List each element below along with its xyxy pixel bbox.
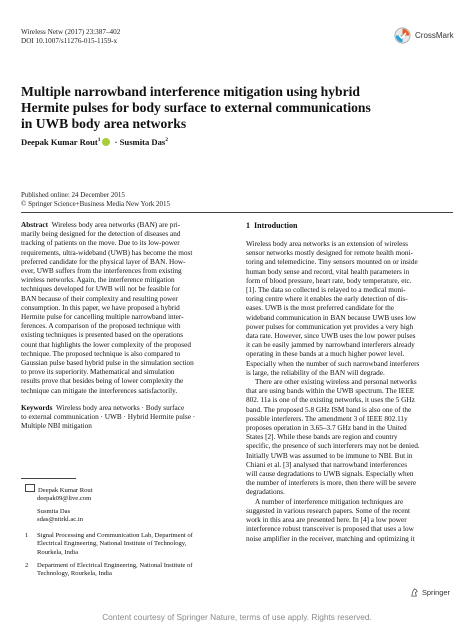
keywords-label: Keywords bbox=[21, 403, 53, 412]
title-line: Multiple narrowband interference mitigation using hybrid bbox=[21, 84, 360, 99]
body-line: band. The proposed 5.8 GHz ISM band is also one of the bbox=[246, 405, 412, 414]
abstract-line: technique can mitigate the interferences satisfactorily. bbox=[21, 386, 178, 395]
published-date: Published online: 24 December 2015 bbox=[21, 191, 125, 199]
body-line: proposes operation in 3.65–3.7 GHz band in the United bbox=[246, 424, 407, 433]
author-name[interactable]: Deepak Kumar Rout bbox=[21, 137, 98, 147]
body-line: Initially UWB was assumed to be immune to NBI. But in bbox=[246, 451, 413, 460]
page-footer: Content courtesy of Springer Nature, terms of use apply. Rights reserved. bbox=[102, 612, 372, 622]
crossmark-badge[interactable] bbox=[394, 27, 454, 44]
abstract-line: to prove its superiority. Mathematical and simulation bbox=[21, 368, 175, 377]
contact-email[interactable]: sdas@nitrkl.ac.in bbox=[37, 515, 83, 523]
orcid-icon[interactable] bbox=[102, 138, 110, 146]
abstract-line: count that highlights the lower complexity of the proposed bbox=[21, 340, 191, 349]
paper-title bbox=[21, 84, 461, 131]
contact-block bbox=[25, 484, 231, 524]
body-line: work in this area are presented here. In [4] a low power bbox=[246, 516, 407, 525]
body-line: suggested in various research papers. Some of the recent bbox=[246, 506, 411, 515]
abstract-line: technique. The proposed technique is also compared to bbox=[21, 349, 181, 358]
author-separator: · bbox=[112, 137, 120, 147]
body-line: sensor networks mostly designed for remote health moni- bbox=[246, 249, 413, 258]
crossmark-label: CrossMark bbox=[415, 31, 454, 40]
body-line: Wireless body area networks is an extension of wireless bbox=[246, 240, 408, 248]
body-line: it can be easily jammed by narrowband interferers already bbox=[246, 341, 415, 350]
crossmark-icon bbox=[394, 27, 411, 44]
body-line: noise amplifier in the receiver, matching and optimizing it bbox=[246, 534, 415, 543]
abstract-line: BAN because of their complexity and resulting power bbox=[21, 294, 178, 303]
abstract-line: Abstract Wireless body area networks (BAN) are pri- bbox=[21, 221, 181, 229]
contact-email[interactable]: deepak09@live.com bbox=[37, 495, 92, 503]
abstract-line: preferred candidate for the physical layer of BAN. How- bbox=[21, 257, 186, 266]
body-line: There are other existing wireless and personal networks bbox=[255, 378, 417, 387]
abstract-line: consumption. In this paper, we have proposed a hybrid bbox=[21, 303, 180, 312]
abstract-label: Abstract bbox=[21, 221, 48, 229]
affiliation-line: Technology, Rourkela, India bbox=[37, 570, 112, 578]
contact-name: Susmita Das bbox=[37, 507, 71, 515]
author-affiliation-sup: 2 bbox=[165, 137, 168, 144]
body-line: interference robust transceiver is proposed that uses a low bbox=[246, 525, 414, 534]
author-list bbox=[21, 137, 168, 147]
keywords-line: to external communication · UWB · Hybrid Hermite pulse · bbox=[21, 413, 196, 422]
introduction-body bbox=[246, 240, 453, 544]
section-divider bbox=[21, 212, 453, 213]
affiliation-item bbox=[25, 562, 230, 579]
affiliation-line: Department of Electrical Engineering, National Institute of bbox=[37, 561, 193, 569]
abstract-line: techniques developed for UWB will not be feasible for bbox=[21, 285, 181, 294]
body-line: wideband communication in BAN because UWB uses low bbox=[246, 313, 417, 322]
abstract-line: existing techniques is presented based on the operations bbox=[21, 331, 184, 340]
body-line: Chiani et al. [3] analysed that narrowband interferences bbox=[246, 460, 408, 469]
doi[interactable]: DOI 10.1007/s11276-015-1159-x bbox=[21, 37, 118, 45]
journal-citation: Wireless Netw (2017) 23:387–402 bbox=[21, 28, 121, 36]
body-line: will cause degradations to UWB signals. Especially when bbox=[246, 470, 414, 479]
springer-label: Springer bbox=[422, 588, 450, 597]
abstract-line: ferences. A comparison of the proposed technique with bbox=[21, 322, 181, 331]
affiliation-number: 1 bbox=[25, 532, 29, 539]
body-line: power pulses for communication yet provides a very high bbox=[246, 322, 414, 331]
keywords-line: Keywords Wireless body area networks · Body surface bbox=[21, 403, 185, 412]
abstract-line: tracking of patients on the move. Due to its low-power bbox=[21, 239, 180, 248]
body-line: that are using bands within the UWB spectrum. The IEEE bbox=[246, 387, 415, 396]
body-line: 802. 11a is one of the existing networks, it uses the 5 GHz bbox=[246, 396, 415, 405]
abstract-line: ever, UWB suffers from the interferences from existing bbox=[21, 267, 182, 276]
body-line: eases. UWB is the most preferred candidate for the bbox=[246, 304, 394, 313]
body-line: [1]. The data so collected is relayed to a medical moni- bbox=[246, 286, 406, 295]
abstract-line: Gaussian pulse based hybrid pulse in the simulation section bbox=[21, 359, 194, 368]
copyright: © Springer Science+Business Media New York 2015 bbox=[21, 200, 171, 208]
body-line: degradations. bbox=[246, 488, 285, 497]
body-line: is large, the reliability of the BAN will degrade. bbox=[246, 368, 385, 377]
affiliation-item bbox=[25, 532, 230, 557]
body-line: Especially when the number of such narrowband interferers bbox=[246, 359, 420, 368]
body-line: toring centre where it enables the early detection of dis- bbox=[246, 295, 408, 304]
footnote-divider bbox=[21, 478, 76, 479]
body-line: data rate. However, since UWB uses the low power pulses bbox=[246, 332, 416, 341]
keywords-line: Multiple NBI mitigation bbox=[21, 422, 92, 431]
body-line: toring and telemedicine. Tiny sensors mounted on or inside bbox=[246, 258, 418, 267]
contact-name: Deepak Kumar Rout bbox=[38, 487, 93, 494]
body-line: specific, the presence of such interferers may not be denied. bbox=[246, 442, 420, 451]
springer-horse-icon bbox=[410, 588, 419, 597]
abstract-line: marily being designed for the detection of diseases and bbox=[21, 230, 181, 239]
affiliation-line: Rourkela, India bbox=[37, 548, 79, 556]
section-number: 1 bbox=[246, 221, 250, 230]
body-line: human body sense and record, vital health parameters in bbox=[246, 267, 410, 276]
envelope-icon bbox=[25, 484, 35, 492]
title-line: Hermite pulses for body surface to external communications bbox=[21, 99, 371, 115]
affiliations bbox=[25, 532, 230, 578]
publication-info bbox=[21, 191, 170, 209]
abstract-line: Hermite pulse for cancelling multiple narrowband inter- bbox=[21, 313, 184, 322]
body-line: operating in these bands at a much higher power level. bbox=[246, 350, 405, 359]
author-affiliation-sup: 1 bbox=[97, 137, 101, 144]
affiliation-line: Electrical Engineering, National Institute of Technology, bbox=[37, 540, 187, 548]
title-line: in UWB body area networks bbox=[21, 115, 187, 131]
body-line: A number of interference mitigation techniques are bbox=[255, 497, 404, 506]
body-line: possible interferers. The amendment 3 of IEEE 802.11y bbox=[246, 414, 408, 423]
journal-header bbox=[21, 28, 120, 46]
abstract-line: wireless networks. Again, the interference mitigation bbox=[21, 276, 175, 285]
section-title: Introduction bbox=[254, 221, 298, 230]
abstract-line: requirements, ultra-wideband (UWB) has become the most bbox=[21, 248, 193, 257]
section-heading bbox=[246, 221, 297, 230]
springer-logo bbox=[410, 588, 450, 597]
affiliation-line: Signal Processing and Communication Lab, Department of bbox=[37, 532, 193, 539]
abstract bbox=[21, 221, 227, 431]
body-line: form of blood pressure, heart rate, body temperature, etc. bbox=[246, 276, 412, 285]
abstract-line: results prove that besides being of lower complexity the bbox=[21, 377, 184, 386]
affiliation-number: 2 bbox=[25, 561, 29, 569]
body-line: the number of interferers is more, then there will be severe bbox=[246, 479, 417, 488]
body-line: States [2]. While these bands are region and country bbox=[246, 433, 398, 442]
author-name[interactable]: Susmita Das bbox=[119, 137, 166, 147]
